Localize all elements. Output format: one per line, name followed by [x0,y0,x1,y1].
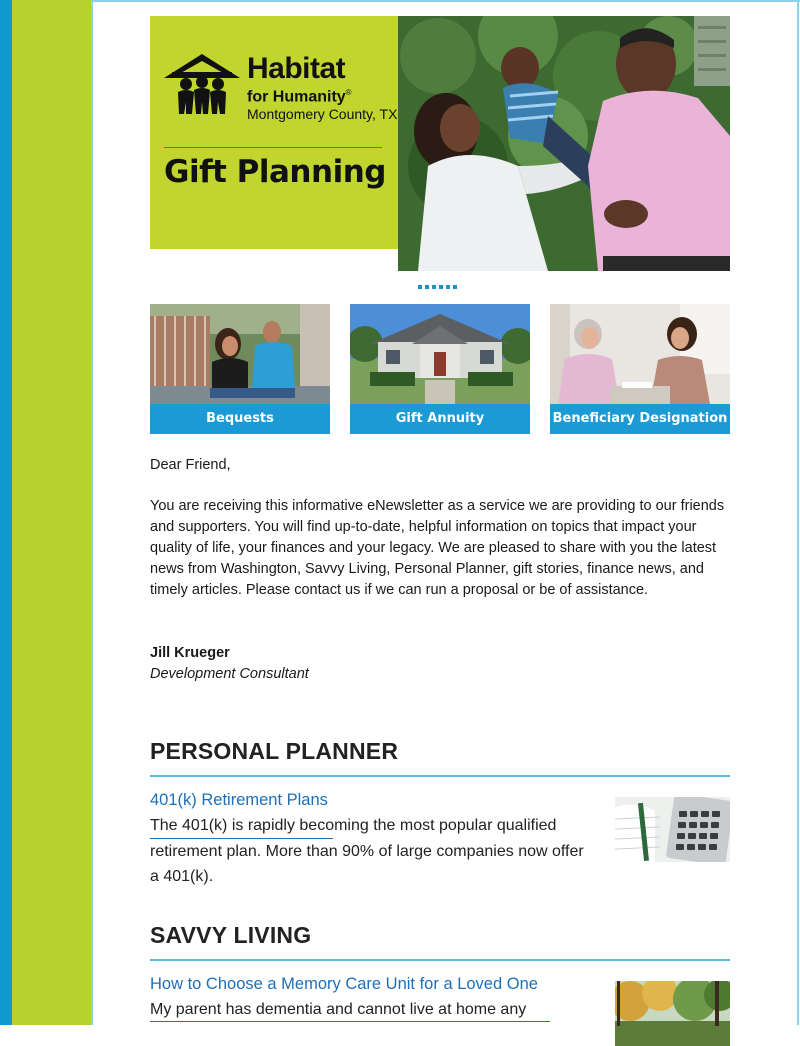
section-heading-personal-planner: PERSONAL PLANNER [150,738,399,764]
calculator-thumbnail[interactable] [615,797,730,862]
top-border-line [91,0,800,2]
article-summary-401k: The 401(k) is rapidly becoming the most popular qualified retirement plan. More than 90% of large companies now offer a 401(k). [150,817,584,885]
left-green-stripe [12,0,91,1025]
page-title: Gift Planning [164,154,386,190]
greeting: Dear Friend, [150,457,231,473]
left-border-line [91,0,93,1025]
carousel-indicator [418,285,464,291]
logo-registered-mark: ® [345,88,352,97]
card-bequests-label[interactable]: Bequests [150,404,330,434]
beneficiary-designation-photo [550,304,730,404]
logo-line-habitat: Habitat [247,52,346,85]
card-beneficiary-designation[interactable] [550,304,730,434]
logo-line-county: Montgomery County, TX [247,106,398,123]
park-bench-thumbnail[interactable] [615,981,730,1046]
section-divider [150,775,730,777]
article-link-401k[interactable]: 401(k) Retirement Plans [150,791,328,809]
card-gift-annuity[interactable] [350,304,530,434]
article-summary-memory-care: My parent has dementia and cannot live at home any [150,1001,527,1018]
card-bequests[interactable] [150,304,330,434]
card-gift-annuity-label[interactable]: Gift Annuity [350,404,530,434]
intro-paragraph: You are receiving this informative eNewsletter as a service we are providing to our friends and supporters. You will find up-to-date, helpful information on topics that impact your quality of life, your finances and your legacy. We are pleased to share with you the latest news from Washington, Savvy Living, Personal Planner, gift stories, finance news, and timely articles. Please contact us if we can run a proposal or be of assistance. [150,498,725,598]
article-link-memory-care[interactable]: How to Choose a Memory Care Unit for a Loved One [150,975,538,993]
card-beneficiary-designation-label[interactable]: Beneficiary Designation [550,404,730,434]
bequests-photo [150,304,330,404]
signer-title: Development Consultant [150,666,309,682]
left-blue-stripe [0,0,12,1025]
section-heading-savvy-living: SAVVY LIVING [150,922,312,948]
habitat-house-icon [162,52,242,116]
section-divider [150,959,730,961]
signer-name: Jill Krueger [150,645,230,661]
right-border-line [797,0,799,1025]
header-divider [164,147,382,148]
header-banner [150,16,398,249]
gift-annuity-photo [350,304,530,404]
logo-line-for-humanity: for Humanity [247,88,346,106]
hero-family-photo [398,16,730,271]
